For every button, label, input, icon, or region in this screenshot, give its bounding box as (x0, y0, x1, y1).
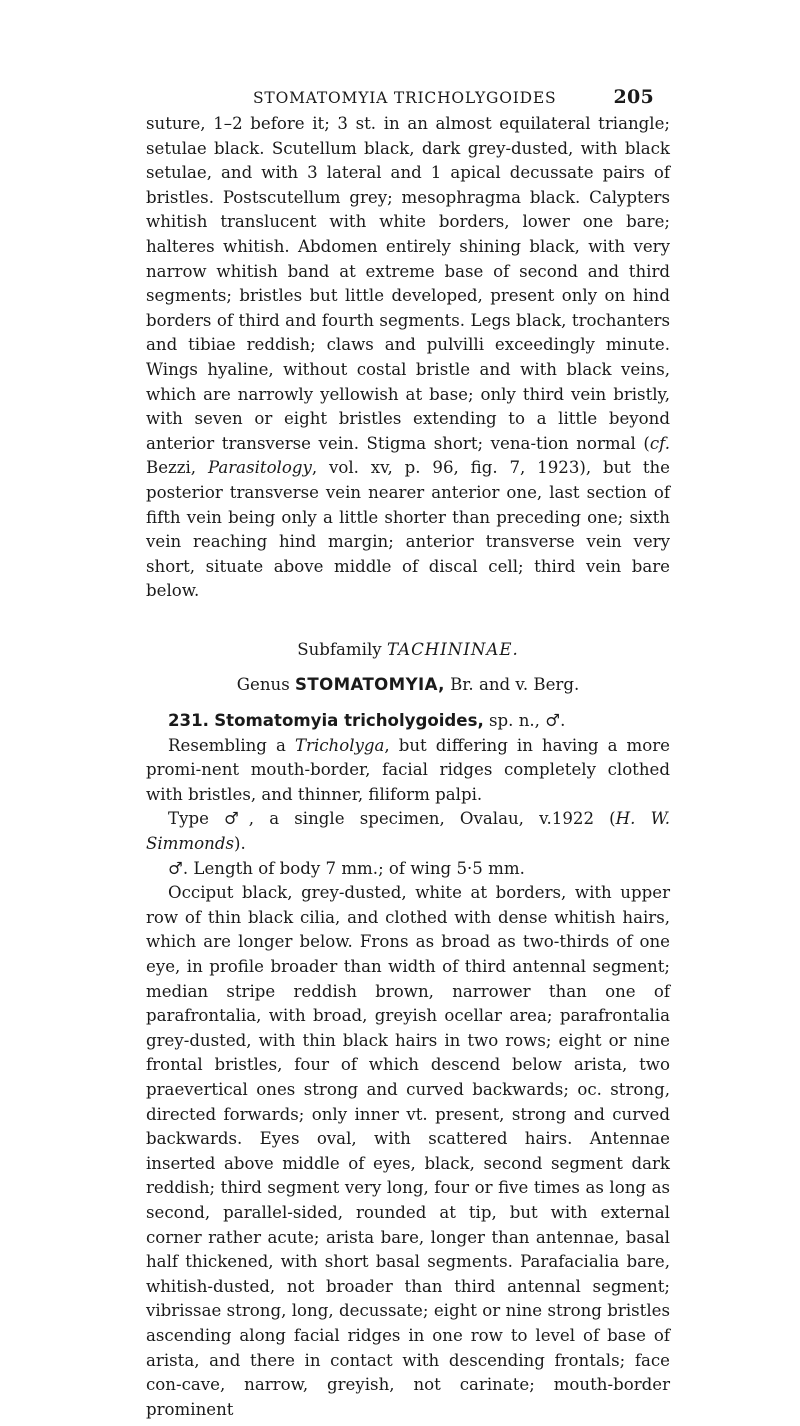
type-paragraph: Type ♂, a single specimen, Ovalau, v.1922 (H. W. Simmonds). (146, 809, 671, 854)
page-number: 205 (613, 86, 654, 108)
genus-heading: Genus STOMATOMYIA, Br. and v. Berg. (236, 675, 580, 695)
body-text (146, 112, 670, 1422)
genus-name: STOMATOMYIA, (295, 675, 445, 695)
diagnosis-paragraph: Resembling a Tricholyga, but differing in having a more promi-nent mouth-border, facial ridges completely clothed with bristles, and thinner, filiform palpi. (146, 735, 670, 804)
species-heading: 231. Stomatomyia tricholygoides, sp. n., ♂. (168, 711, 566, 731)
description-paragraph: Occiput black, grey-dusted, white at borders, with upper row of thin black cilia, and clothed with dense whitish hairs, which are longer below. Frons as broad as two-thirds of one eye, in profile broader than width of third antennal segment; median stripe reddish brown, narrower than one of parafrontalia, with broad, greyish ocellar area; parafrontalia grey-dusted, with thin black hairs in two rows; eight or nine frontal bristles, four of which descend below arista, two praevertical ones strong and curved backwards; oc. strong, directed forwards; only inner vt. present, strong and curved backwards. Eyes oval, with scattered hairs. Antennae inserted above middle of eyes, black, second segment dark reddish; third segment very long, four or five times as long as second, parallel-sided, rounded at tip, but with external corner rather acute; arista bare, longer than antennae, basal half thickened, with short basal segments. Parafacialia bare, whitish-dusted, not broader than third antennal segment; vibrissae strong, long, decussate; eight or nine strong bristles ascending along facial ridges in one row to level of base of arista, and there in contact with descending frontals; face con-cave, narrow, greyish, not carinate; mouth-border prominent (146, 883, 670, 1419)
subfamily-name: TACHININAE. (386, 639, 519, 659)
species-number: 231. (168, 711, 209, 731)
measurement-paragraph: ♂. Length of body 7 mm.; of wing 5·5 mm. (168, 858, 525, 878)
species-name: Stomatomyia tricholygoides, (214, 711, 484, 731)
running-head (146, 86, 654, 108)
subfamily-heading: Subfamily TACHININAE. (297, 639, 519, 659)
intro-paragraph: suture, 1–2 before it; 3 st. in an almost equilateral triangle; setulae black. Scutellum black, dark grey-dusted, with black setulae, and with 3 lateral and 1 apical decussate pairs of bristles. Postscutellum grey; mesophragma black. Calypters whitish translucent with white borders, lower one bare; halteres whitish. Abdomen entirely shining black, with very narrow whitish band at extreme base of second and third segments; bristles but little developed, present only on hind borders of third and fourth segments. Legs black, trochanters and tibiae reddish; claws and pulvilli exceedingly minute. Wings hyaline, without costal bristle and with black veins, which are narrowly yellowish at base; only third vein bristly, with seven or eight bristles extending to a little beyond anterior transverse vein. Stigma short; vena-tion normal (cf. Bezzi, Parasitology, vol. xv, p. 96, fig. 7, 1923), but the posterior transverse vein nearer anterior one, last section of fifth vein being only a little shorter than preceding one; sixth vein reaching hind margin; anterior transverse vein very short, situate above middle of discal cell; third vein bare below. (146, 114, 670, 601)
running-head-title: STOMATOMYIA TRICHOLYGOIDES (253, 89, 557, 107)
